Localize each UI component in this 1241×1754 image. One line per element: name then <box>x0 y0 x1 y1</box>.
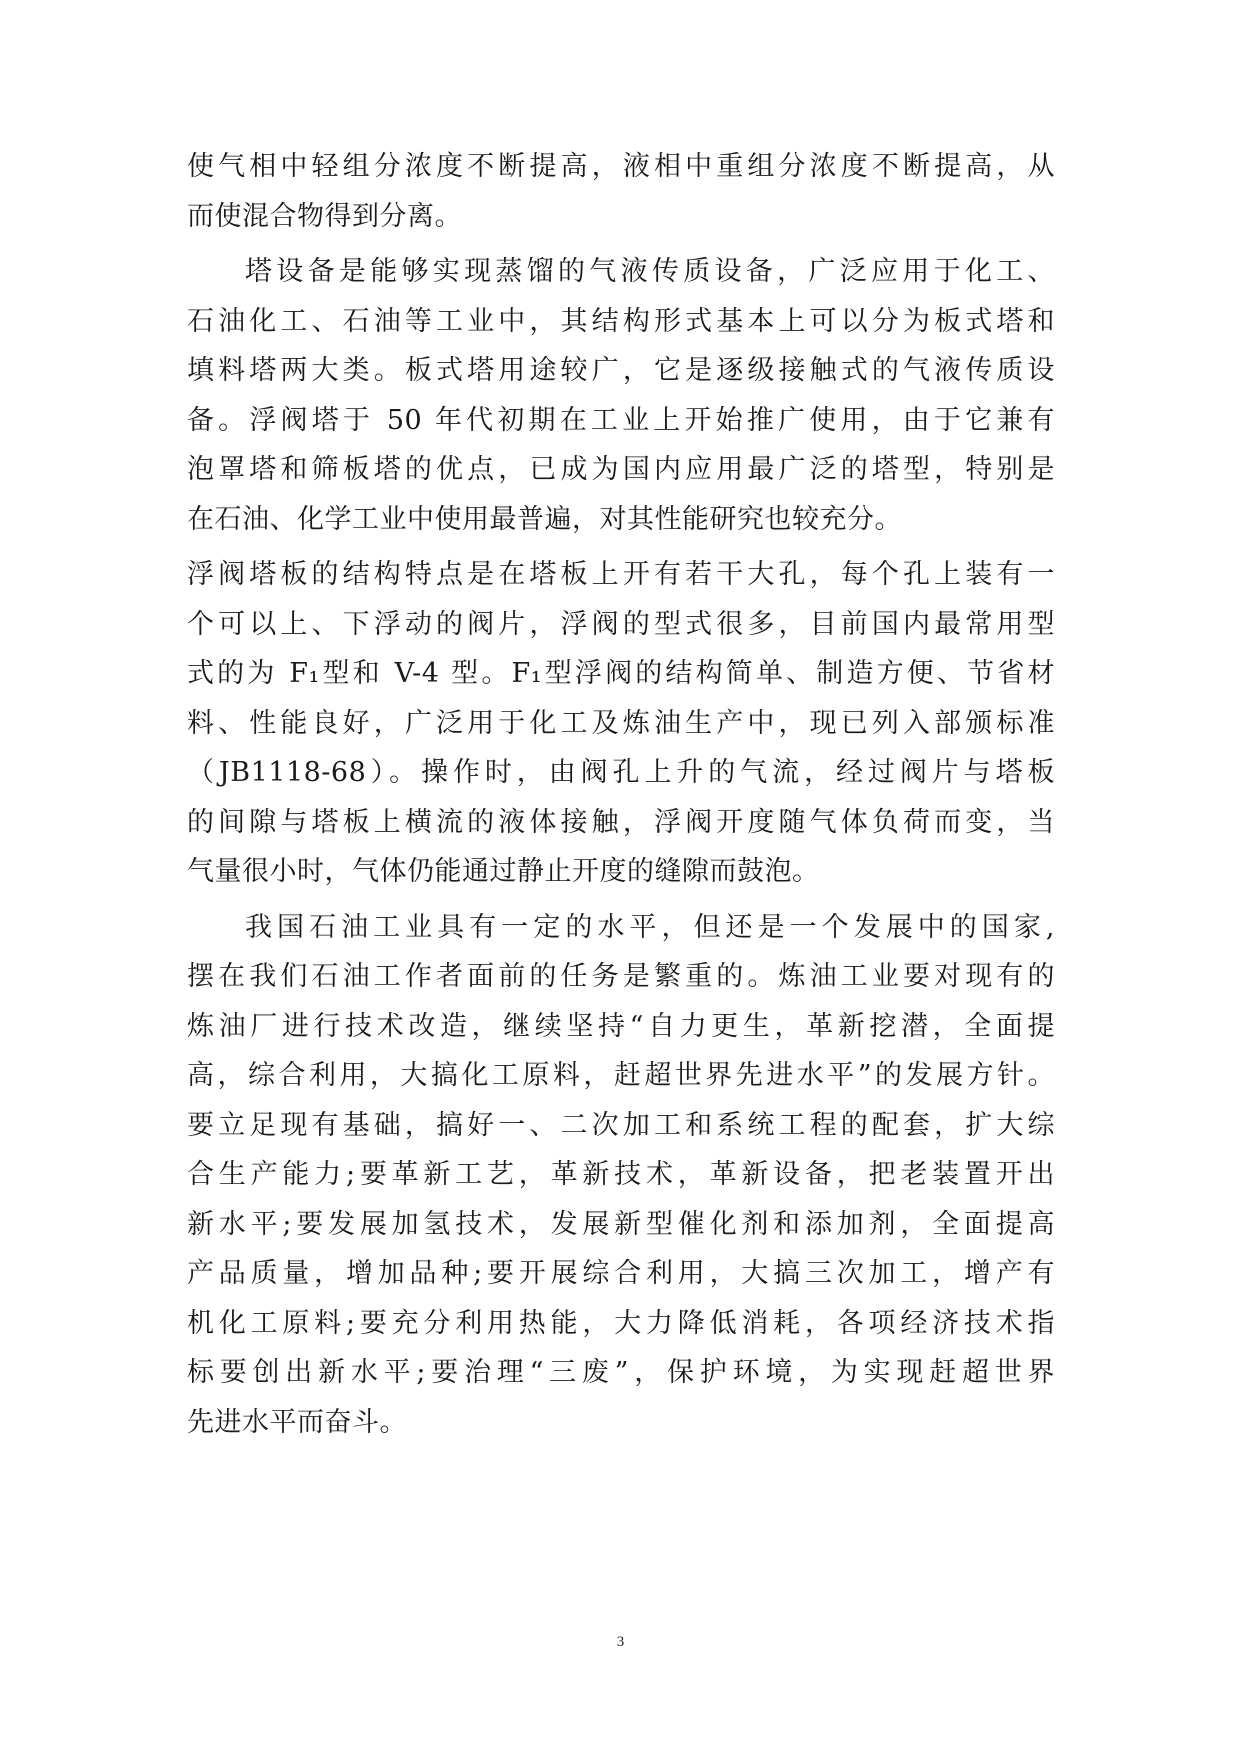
text-line: 料、性能良好，广泛用于化工及炼油生产中，现已列入部颁标准 <box>187 707 1055 739</box>
paragraph <box>187 247 1055 544</box>
text-line: 塔设备是能够实现蒸馏的气液传质设备，广泛应用于化工、 <box>245 256 1055 287</box>
body-text <box>187 142 1055 1447</box>
paragraph <box>187 142 1055 241</box>
text-line: 石油化工、石油等工业中，其结构形式基本上可以分为板式塔和 <box>187 305 1055 337</box>
text-line: 我国石油工业具有一定的水平，但还是一个发展中的国家, <box>245 911 1055 943</box>
text-line: 高，综合利用，大搞化工原料，赶超世界先进水平”的发展方针。 <box>187 1060 1055 1091</box>
text-line: 式的为 F₁型和 V-4 型。F₁型浮阀的结构简单、制造方便、节省材 <box>187 658 1055 689</box>
text-line: 使气相中轻组分浓度不断提高，液相中重组分浓度不断提高，从 <box>187 151 1055 182</box>
text-line: 个可以上、下浮动的阀片，浮阀的型式很多，目前国内最常用型 <box>187 608 1055 640</box>
text-line: 而使混合物得到分离。 <box>187 200 462 232</box>
text-line: 标要创出新水平;要治理“三废”，保护环境，为实现赶超世界 <box>187 1357 1055 1388</box>
text-line: 的间隙与塔板上横流的液体接触，浮阀开度随气体负荷而变，当 <box>187 806 1055 838</box>
text-line: 机化工原料;要充分利用热能，大力降低消耗，各项经济技术指 <box>187 1307 1055 1339</box>
text-line: 合生产能力;要革新工艺，革新技术，革新设备，把老装置开出 <box>187 1159 1055 1190</box>
text-line: 新水平;要发展加氢技术，发展新型催化剂和添加剂，全面提高 <box>187 1208 1055 1240</box>
text-line: 浮阀塔板的结构特点是在塔板上开有若干大孔，每个孔上装有一 <box>187 559 1055 590</box>
text-line: 要立足现有基础，搞好一、二次加工和系统工程的配套，扩大综 <box>187 1109 1055 1141</box>
text-line: 泡罩塔和筛板塔的优点，已成为国内应用最广泛的塔型，特别是 <box>187 454 1055 485</box>
text-line: 炼油厂进行技术改造，继续坚持“自力更生，革新挖潜，全面提 <box>187 1010 1055 1042</box>
text-line: （JB1118-68）。操作时，由阀孔上升的气流，经过阀片与塔板 <box>187 757 1055 788</box>
page-number: 3 <box>616 1634 625 1650</box>
paragraph <box>187 903 1055 1448</box>
text-line: 先进水平而奋斗。 <box>187 1406 407 1438</box>
text-line: 摆在我们石油工作者面前的任务是繁重的。炼油工业要对现有的 <box>187 961 1055 992</box>
text-line: 填料塔两大类。板式塔用途较广，它是逐级接触式的气液传质设 <box>187 355 1055 386</box>
text-line: 产品质量，增加品种;要开展综合利用，大搞三次加工，增产有 <box>187 1258 1055 1289</box>
text-line: 气量很小时，气体仍能通过静止开度的缝隙而鼓泡。 <box>187 856 820 887</box>
text-line: 备。浮阀塔于 50 年代初期在工业上开始推广使用，由于它兼有 <box>187 404 1055 436</box>
text-line: 在石油、化学工业中使用最普遍，对其性能研究也较充分。 <box>187 503 902 535</box>
paragraph <box>187 550 1055 897</box>
